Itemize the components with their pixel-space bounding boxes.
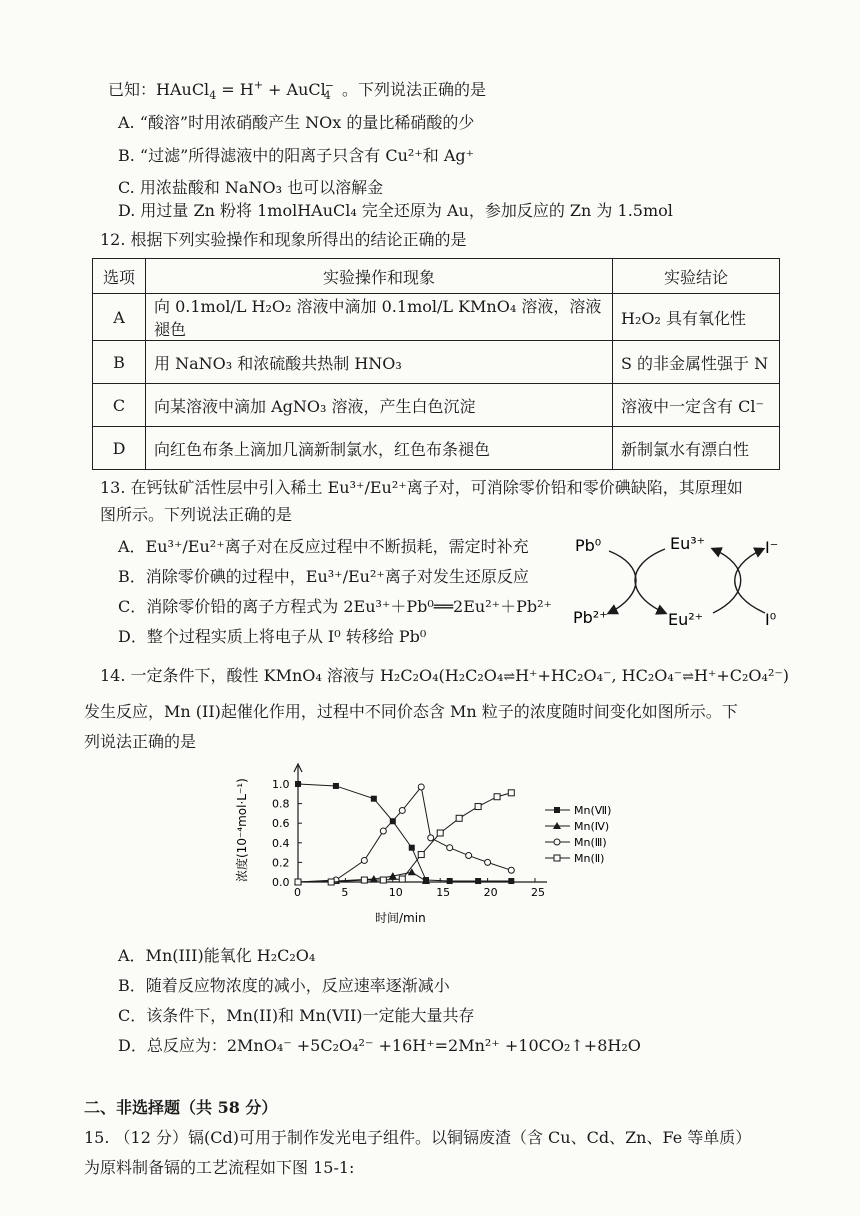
label-eu2: Eu²⁺	[668, 610, 704, 629]
table-cell-operation: 用 NaNO₃ 和浓硫酸共热制 HNO₃	[146, 341, 613, 384]
table-cell-conclusion: H₂O₂ 具有氧化性	[613, 294, 780, 341]
y-tick-label: 0.4	[272, 836, 290, 850]
table-row	[93, 341, 780, 384]
point	[485, 859, 491, 865]
q13-option-d: D．整个过程实质上将电子从 I⁰ 转移给 Pb⁰	[118, 627, 427, 646]
point	[428, 835, 434, 841]
table-cell-option: A	[93, 294, 146, 341]
point	[554, 855, 560, 861]
chart-xlabel: 时间/min	[375, 911, 426, 925]
q11-option-d: D. 用过量 Zn 粉将 1molHAuCl₄ 完全还原为 Au，参加反应的 Zn 为 1.5mol	[118, 201, 673, 220]
point	[380, 877, 386, 883]
point	[456, 815, 462, 821]
point	[371, 796, 377, 802]
label-i-minus: I⁻	[765, 538, 779, 557]
table-header-row	[93, 259, 780, 294]
x-tick-label: 10	[388, 886, 403, 899]
point	[475, 878, 481, 884]
series-line	[298, 787, 511, 882]
table-header-conclusion: 实验结论	[613, 259, 780, 294]
arrow-i-cycle	[735, 549, 765, 613]
arrow-pb-cycle	[609, 551, 636, 613]
y-tick-label: 0.2	[272, 856, 290, 870]
q12-stem: 12. 根据下列实验操作和现象所得出的结论正确的是	[100, 230, 467, 249]
chart-axes	[294, 764, 547, 882]
point	[399, 876, 405, 882]
point	[361, 857, 367, 863]
q15-line2: 为原料制备镉的工艺流程如下图 15-1:	[84, 1158, 355, 1177]
arrow-eu2-to-eu3	[713, 549, 741, 613]
table-cell-option: B	[93, 341, 146, 384]
point	[437, 830, 443, 836]
table-cell-option: D	[93, 427, 146, 470]
q13-option-a: A．Eu³⁺/Eu²⁺离子对在反应过程中不断损耗，需定时补充	[118, 537, 529, 556]
equilibrium-icon: ⇌	[503, 669, 516, 685]
chart-series	[294, 781, 514, 885]
label-pb2: Pb²⁺	[573, 608, 608, 627]
table-cell-option: C	[93, 384, 146, 427]
point	[399, 807, 405, 813]
series-0	[295, 781, 514, 884]
mn-concentration-chart	[230, 752, 650, 927]
point	[508, 867, 514, 873]
point	[418, 852, 424, 858]
table-row	[93, 384, 780, 427]
point	[447, 845, 453, 851]
point	[508, 790, 514, 796]
q14-option-a: A．Mn(III)能氧化 H₂C₂O₄	[118, 946, 316, 965]
redox-cycle-diagram	[565, 525, 805, 645]
q15-line1: 15. （12 分）镉(Cd)可用于制作发光电子组件。以铜镉废渣（含 Cu、Cd、Zn、Fe 等单质）	[84, 1128, 752, 1147]
label-i0: I⁰	[765, 610, 777, 629]
point	[409, 845, 415, 851]
y-tick-label: 0.8	[272, 797, 290, 811]
q14-option-c: C．该条件下，Mn(II)和 Mn(VII)一定能大量共存	[118, 1006, 475, 1025]
arrow-eu3-to-eu2	[635, 549, 665, 613]
q11-option-b: B. “过滤”所得滤液中的阳离子只含有 Cu²⁺和 Ag⁺	[118, 146, 475, 165]
point	[333, 783, 339, 789]
equilibrium-icon: ⇌	[682, 669, 694, 685]
legend-label: Mn(Ⅱ)	[574, 852, 605, 865]
q13-option-b: B．消除零价碘的过程中，Eu³⁺/Eu²⁺离子对发生还原反应	[118, 567, 529, 586]
point	[295, 781, 301, 787]
series-2	[295, 784, 514, 885]
chart-ylabel: 浓度(10⁻⁴mol·L⁻¹)	[235, 778, 249, 882]
table-cell-operation: 向红色布条上滴加几滴新制氯水，红色布条褪色	[146, 427, 613, 470]
series-line	[298, 784, 511, 881]
point	[554, 839, 560, 845]
q14-stem-line2: 发生反应，Mn (II)起催化作用，过程中不同价态含 Mn 粒子的浓度随时间变化如图所示。下	[84, 702, 738, 721]
experiment-table	[92, 258, 780, 470]
table-row	[93, 427, 780, 470]
point	[408, 868, 416, 875]
x-tick-label: 0	[294, 886, 301, 899]
q13-stem-line1: 13. 在钙钛矿活性层中引入稀土 Eu³⁺/Eu²⁺离子对，可消除零价铅和零价碘缺陷，其原理如	[100, 478, 743, 497]
point	[380, 828, 386, 834]
point	[418, 784, 424, 790]
point	[494, 794, 500, 800]
legend-label: Mn(Ⅲ)	[574, 836, 607, 849]
legend-label: Mn(Ⅶ)	[574, 804, 612, 817]
point	[447, 878, 453, 884]
point	[295, 879, 301, 885]
section-title: 二、非选择题（共 58 分）	[84, 1098, 278, 1117]
x-tick-label: 5	[341, 886, 349, 899]
x-tick-label: 25	[531, 886, 545, 899]
table-cell-operation: 向某溶液中滴加 AgNO₃ 溶液，产生白色沉淀	[146, 384, 613, 427]
table-row	[93, 294, 780, 341]
q13-option-c: C．消除零价铅的离子方程式为 2Eu³⁺＋Pb⁰══2Eu²⁺＋Pb²⁺	[118, 597, 552, 616]
y-tick-label: 0.6	[272, 817, 290, 831]
x-tick-label: 15	[436, 886, 451, 899]
point	[466, 853, 472, 859]
q14-option-d: D．总反应为：2MnO₄⁻ +5C₂O₄²⁻ +16H⁺=2Mn²⁺ +10CO₂↑+8H₂O	[118, 1036, 641, 1055]
table-header-option: 选项	[93, 259, 146, 294]
y-tick-label: 1.0	[272, 778, 290, 791]
point	[554, 807, 560, 813]
q11-option-c: C. 用浓盐酸和 NaNO₃ 也可以溶解金	[118, 178, 384, 197]
q13-stem-line2: 图所示。下列说法正确的是	[100, 505, 293, 524]
q14-stem-line1: 14. 一定条件下，酸性 KMnO₄ 溶液与 H₂C₂O₄(H₂C₂O₄⇌H⁺+HC₂O₄⁻, HC₂O₄⁻⇌H⁺+C₂O₄²⁻)	[100, 666, 790, 685]
point	[361, 877, 367, 883]
chart-legend	[545, 804, 611, 865]
table-cell-operation: 向 0.1mol/L H₂O₂ 溶液中滴加 0.1mol/L KMnO₄ 溶液，溶液褪色	[146, 294, 613, 341]
table-cell-conclusion: S 的非金属性强于 N	[613, 341, 780, 384]
q11-stem: 已知：HAuCl$_4$ = H+ + AuCl$_4$− 。下列说法正确的是	[108, 78, 486, 103]
table-cell-conclusion: 溶液中一定含有 Cl⁻	[613, 384, 780, 427]
label-pb0: Pb⁰	[575, 536, 602, 555]
q14-option-b: B．随着反应物浓度的减小，反应速率逐渐减小	[118, 976, 450, 995]
table-cell-conclusion: 新制氯水有漂白性	[613, 427, 780, 470]
y-tick-label: 0.0	[272, 876, 290, 889]
point	[475, 804, 481, 810]
point	[508, 878, 514, 884]
point	[328, 879, 334, 885]
legend-label: Mn(Ⅳ)	[574, 820, 610, 833]
table-header-operation: 实验操作和现象	[146, 259, 613, 294]
x-tick-label: 20	[483, 886, 498, 899]
q11-option-a: A. “酸溶”时用浓硝酸产生 NOx 的量比稀硝酸的少	[118, 113, 475, 132]
q14-stem-line3: 列说法正确的是	[84, 732, 197, 751]
label-eu3: Eu³⁺	[670, 534, 706, 553]
